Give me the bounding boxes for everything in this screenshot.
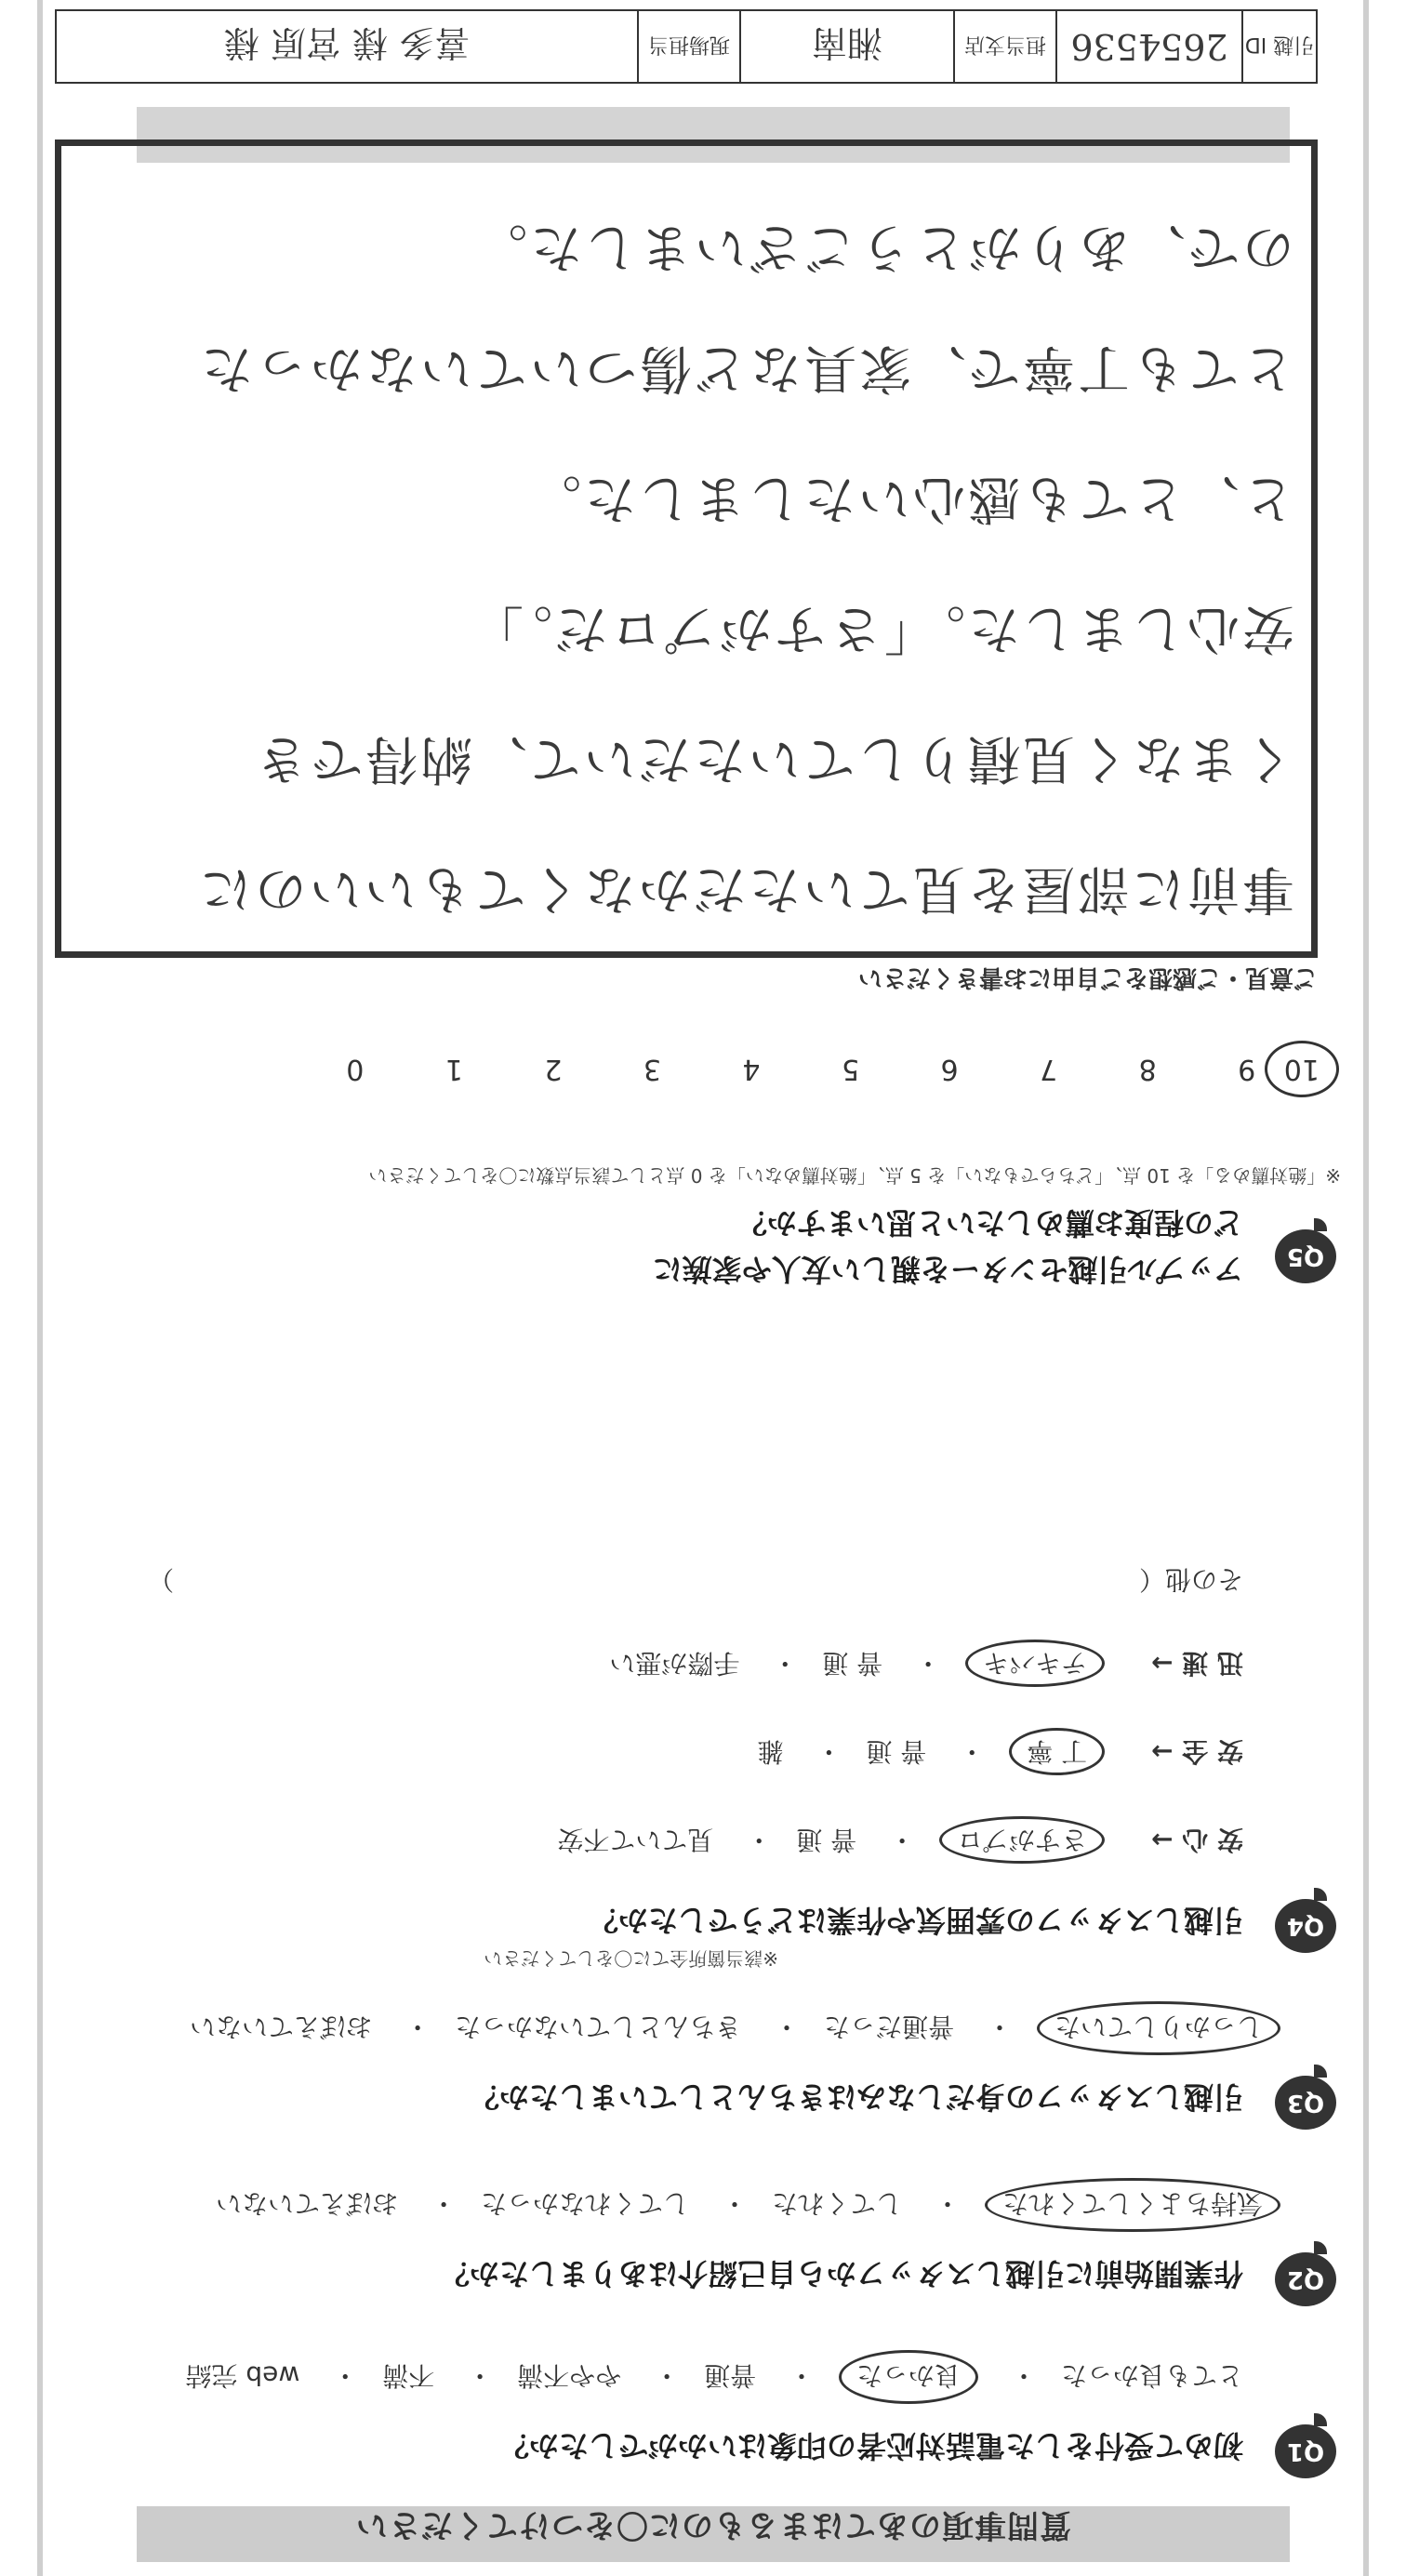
score-option[interactable]: 4 [742,1053,761,1085]
scan-border-left [1363,0,1369,2576]
q2-text: 作業開始前に引越しスタッフから自己紹介はありましたか？ [439,2256,1243,2291]
q3-option-selected[interactable]: しっかりしていた [1037,2001,1280,2055]
q4-option-selected[interactable]: テキパキ [965,1640,1105,1687]
score-option[interactable]: 0 [346,1053,365,1085]
comment-line: ので、ありがとうございました。 [472,217,1294,277]
q5-badge: Q5 [1275,1229,1336,1283]
comment-label: ご意見・ご感想をご自由にお書きください [857,963,1318,991]
q4-text: 引越しスタッフの雰囲気や作業はどうでしたか？ [588,1903,1243,1938]
q1-option[interactable]: web 完結 [185,2360,300,2391]
section-header-text: 質問事項のあてはまるものに〇をつけてください [355,2506,1071,2543]
q3-badge: Q3 [1275,2076,1336,2130]
id-value: 2654536 [1055,11,1241,82]
q4-option-selected[interactable]: さすがプロ [939,1816,1105,1864]
q2-options: 気持ちよくしてくれた・ してくれた・ してくれなかった・ おぼえていない [216,2178,1280,2232]
comment-line: とても丁寧で、家具など傷ついていなかった [198,338,1294,398]
q1-option[interactable]: やや不満 [517,2360,622,2391]
id-label: 引越 ID [1241,11,1316,82]
q4-badge: Q4 [1275,1899,1336,1953]
q2-option[interactable]: おぼえていない [216,2188,399,2219]
q1-options: とても良かった・ 良かった・ 普通・ やや不満・ 不満・ web 完結 [186,2350,1244,2404]
staff-label: 現場担当 [637,11,739,82]
q1-option[interactable]: とても良かった [1060,2360,1243,2391]
score-option[interactable]: 5 [841,1053,860,1085]
q4-row-label: 安 全 → [1151,1736,1243,1767]
score-scale [273,1041,1322,1097]
q2-option-selected[interactable]: 気持ちよくしてくれた [985,2178,1280,2232]
score-option[interactable]: 8 [1138,1053,1157,1085]
q4-row-label: 安 心 → [1151,1825,1243,1855]
branch-value: 湘南 [739,11,953,82]
id-table [55,9,1318,84]
q1-text: 初めて受付をした電話対応者の印象はいかがでしたか？ [498,2428,1243,2463]
score-option[interactable]: 7 [1040,1053,1058,1085]
q5-text: アップル引越センターを親しい友人や家族に [652,1252,1243,1287]
q2-option[interactable]: してくれなかった [481,2188,690,2219]
comment-line: と、とても感心いたしました。 [526,468,1294,528]
q4-row-anshin: 安 心 → さすがプロ・ 普 通・ 見ていて不安 [557,1823,1243,1860]
q3-option[interactable]: 普通だった [824,2012,955,2042]
q4-option[interactable]: 手際が悪い [609,1648,740,1679]
q4-option[interactable]: 普 通 [796,1825,857,1855]
q4-note: ※該当箇所全てに〇をしてください [484,1947,778,1970]
q5-note: ※「絶対薦める」を 10 点、「どちらでもない」を 5 点、「絶対薦めない」を 0 点として該当点数に〇をしてください [368,1164,1341,1187]
score-option[interactable]: 9 [1238,1053,1256,1085]
score-option[interactable]: 3 [643,1053,661,1085]
q4-other [148,1562,1243,1600]
q4-option[interactable]: 普 通 [866,1736,927,1767]
q4-option[interactable]: 雑 [757,1736,784,1767]
q4-option[interactable]: 普 通 [822,1648,883,1679]
q5-text-2: どの程度お薦めしたいと思いますか？ [736,1205,1243,1241]
score-option[interactable]: 1 [444,1053,463,1085]
q1-badge: Q1 [1275,2424,1336,2478]
scan-border-right [37,0,43,2576]
comment-line: 安心しました。「さすがプロだ。」 [469,598,1294,658]
q4-option-selected[interactable]: 丁 寧 [1009,1728,1105,1775]
score-option[interactable]: 2 [544,1053,563,1085]
q2-option[interactable]: してくれた [772,2188,903,2219]
q3-option[interactable]: きちんとしていなかった [455,2012,742,2042]
section-header [137,2506,1290,2562]
q1-option[interactable]: 不満 [382,2360,435,2391]
q1-option[interactable]: 普通 [704,2360,757,2391]
branch-label: 担当支店 [953,11,1055,82]
q4-option[interactable]: 見ていて不安 [557,1825,714,1855]
q2-badge: Q2 [1275,2252,1336,2306]
score-option[interactable]: 6 [940,1053,959,1085]
staff-value: 喜多 様 宮原 様 [223,22,471,64]
q4-other-label: その他（ [1138,1564,1243,1595]
score-10-selected[interactable]: 10 [1265,1041,1339,1097]
q1-option-selected[interactable]: 良かった [839,2350,978,2404]
q4-row-anzen: 安 全 → 丁 寧・ 普 通・ 雑 [757,1734,1243,1772]
comment-line: くまなく見積りしていただいて、納得でき [253,728,1294,789]
q3-options: しっかりしていた・ 普通だった・ きちんとしていなかった・ おぼえていない [190,2001,1280,2055]
q3-text: 引越しスタッフの身だしなみはきちんとしていましたか？ [469,2079,1243,2115]
comment-line: 事前に部屋を見ていただかなくてもいいのに [197,858,1294,919]
q4-other-close: ） [148,1564,175,1595]
q4-row-label: 迅 速 → [1151,1648,1243,1679]
q4-row-jinsoku: 迅 速 → テキパキ・ 普 通・ 手際が悪い [609,1646,1243,1683]
q3-option[interactable]: おぼえていない [190,2012,373,2042]
